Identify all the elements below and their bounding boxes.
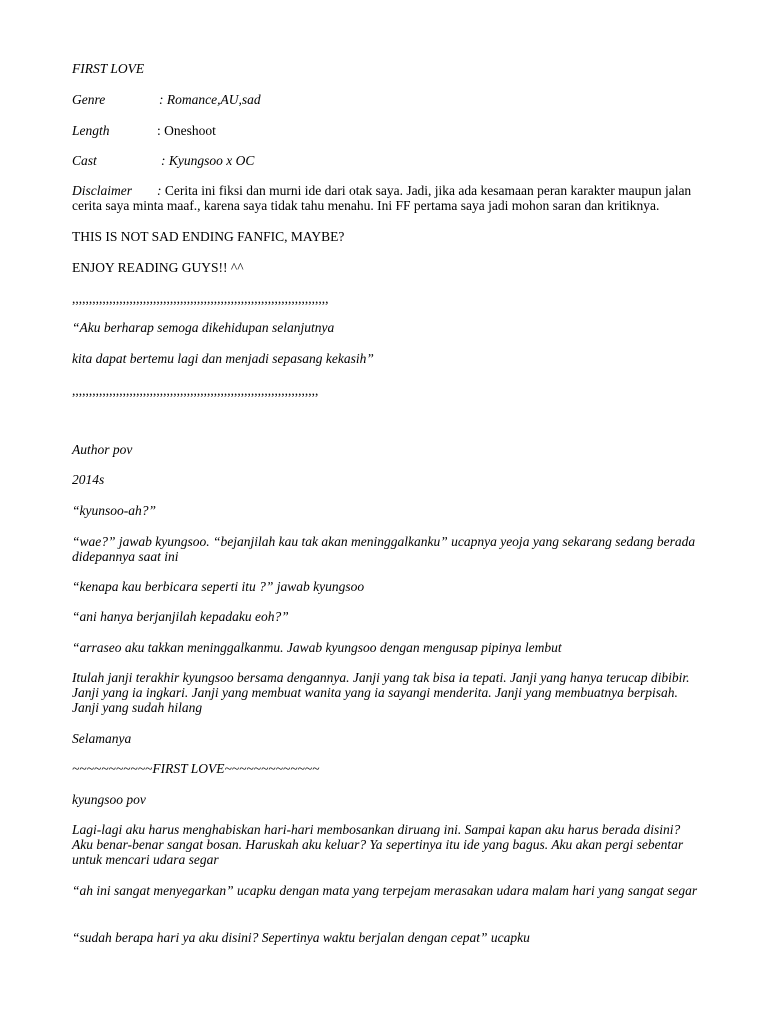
cast-label: Cast — [72, 153, 97, 168]
story-heading-author-pov: Author pov — [72, 442, 133, 457]
story-paragraph: “ani hanya berjanjilah kepadaku eoh?” — [72, 609, 289, 624]
story-paragraph: “wae?” jawab kyungsoo. “bejanjilah kau tak akan meninggalkanku” ucapnya yeoja yang sekarang sedang berada didepannya saat ini — [72, 534, 696, 564]
story-paragraph: Itulah janji terakhir kyungsoo bersama dengannya. Janji yang tak bisa ia tepati. Janji yang hanya terucap dibibir. Janji yang ia ingkari. Janji yang membuat wanita yang ia sayangi menderita. Janji yang membuatnya berpisah. Janji yang sudah hilang — [72, 670, 690, 715]
story-paragraph: “arraseo aku takkan meninggalkanmu. Jawab kyungsoo dengan mengusap pipinya lembut — [72, 640, 562, 655]
section-divider-first-love: ~~~~~~~~~~~FIRST LOVE~~~~~~~~~~~~~ — [72, 761, 320, 776]
document-page — [72, 0, 702, 1024]
genre-label: Genre — [72, 92, 106, 107]
quote-line-2: kita dapat bertemu lagi dan menjadi sepasang kekasih” — [72, 351, 374, 366]
story-paragraph: Selamanya — [72, 731, 132, 746]
cast-line — [72, 153, 702, 168]
disclaimer-text: Cerita ini fiksi dan murni ide dari otak saya. Jadi, jika ada kesamaan peran karakter maupun jalan cerita saya minta maaf., karena saya tidak tahu menahu. Ini FF pertama saya jadi mohon saran dan kritiknya. — [72, 183, 692, 213]
quote-line-1: “Aku berharap semoga dikehidupan selanjutnya — [72, 320, 335, 335]
separator-top: ,,,,,,,,,,,,,,,,,,,,,,,,,,,,,,,,,,,,,,,,,,,,,,,,,,,,,,,,,,,,,,,,,,,,,,,,,,,, — [72, 291, 329, 306]
length-label: Length — [72, 123, 110, 138]
story-paragraph: “ah ini sangat menyegarkan” ucapku dengan mata yang terpejam merasakan udara malam hari yang sangat segar — [72, 883, 698, 898]
cast-value: : Kyungsoo x OC — [161, 153, 255, 168]
story-paragraph: “kenapa kau berbicara seperti itu ?” jawab kyungsoo — [72, 579, 365, 594]
separator-bottom: ,,,,,,,,,,,,,,,,,,,,,,,,,,,,,,,,,,,,,,,,,,,,,,,,,,,,,,,,,,,,,,,,,,,,,,,,, — [72, 383, 319, 398]
length-value: : Oneshoot — [157, 123, 216, 138]
disclaimer-colon: : — [157, 183, 162, 198]
length-line — [72, 123, 702, 138]
story-heading-kyungsoo-pov: kyungsoo pov — [72, 792, 146, 807]
story-paragraph: Lagi-lagi aku harus menghabiskan hari-hari membosankan diruang ini. Sampai kapan aku harus berada disini? Aku benar-benar sangat bosan. Haruskah aku keluar? Ya sepertinya itu ide yang bagus. Aku akan pergi sebentar untuk mencari udara segar — [72, 822, 684, 867]
enjoy-line: ENJOY READING GUYS!! ^^ — [72, 260, 244, 275]
disclaimer-label: Disclaimer — [72, 183, 132, 198]
disclaimer-paragraph — [72, 183, 702, 213]
genre-value: : Romance,AU,sad — [159, 92, 261, 107]
story-year: 2014s — [72, 472, 105, 487]
notice-line: THIS IS NOT SAD ENDING FANFIC, MAYBE? — [72, 229, 345, 244]
story-paragraph: “sudah berapa hari ya aku disini? Sepertinya waktu berjalan dengan cepat” ucapku — [72, 930, 530, 945]
document-title: FIRST LOVE — [72, 61, 145, 76]
story-paragraph: “kyunsoo-ah?” — [72, 503, 156, 518]
genre-line — [72, 92, 702, 107]
